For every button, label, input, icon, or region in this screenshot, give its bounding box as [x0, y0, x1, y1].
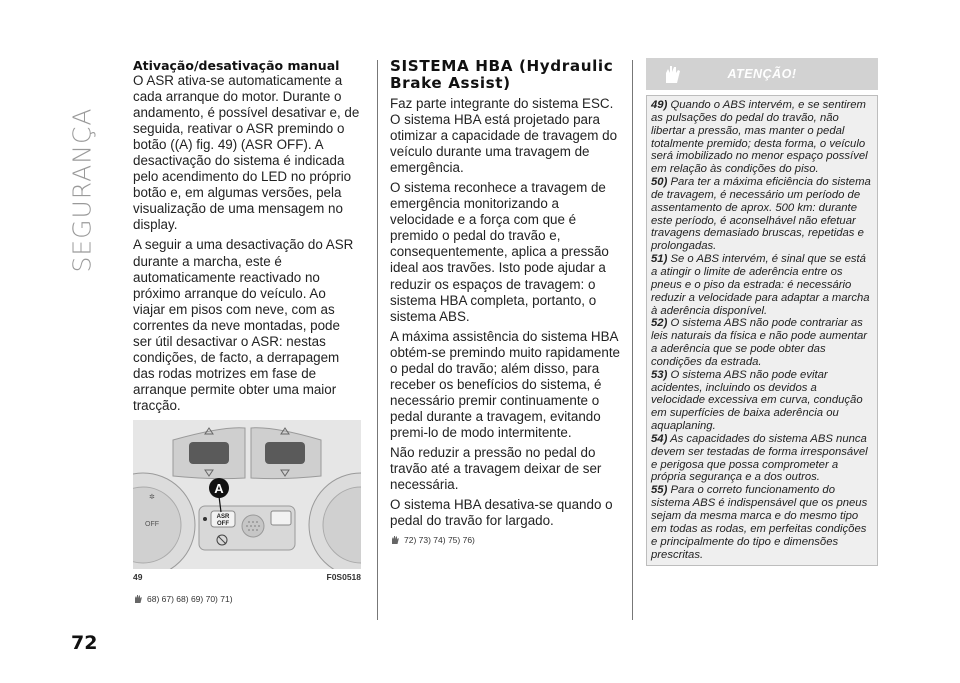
warning-references — [133, 594, 361, 604]
hand-warning-icon — [133, 594, 143, 604]
paragraph: A máxima assistência do sistema HBA obtém-se premindo muito rapidamente o pedal do travão; além disso, para receber os benefícios do sistema, é necessário premir continuamente o pedal durante a travagem, evitando premi-lo de modo intermitente. — [390, 328, 620, 440]
paragraph: A seguir a uma desactivação do ASR durante a marcha, este é automaticamente reactivado no próximo arranque do veículo. Ao viajar em pisos com neve, com as correntes da neve montadas, pode ser útil desactivar o ASR: nestas condições, de facto, a derrapagem das rodas motrizes em fase de arranque permite obter uma maior tracção. — [133, 237, 354, 413]
section-title-hba — [390, 58, 620, 92]
column-divider — [632, 60, 633, 620]
asr-button-label-line2: OFF — [217, 520, 229, 527]
page-number: 72 — [71, 632, 98, 654]
control-panel-illustration — [133, 420, 361, 569]
paragraph: O ASR ativa-se automaticamente a cada arranque do motor. Durante o andamento, é possível desativar e, de seguida, reativar o ASR premindo o botão ((A) fig. 49) (ASR OFF). A desactivação do sistema é indicada pelo acendimento do LED no próprio botão e, em algumas versões, pela visualização de uma mensagem no display. — [133, 73, 360, 233]
warning-title: ATENÇÃO! — [727, 67, 797, 81]
callout-a-label: A — [214, 480, 224, 496]
subheading-manual-toggle: Ativação/desativação manual — [133, 58, 340, 73]
column-asr — [133, 58, 361, 604]
asr-button-label-line1: ASR — [216, 513, 230, 520]
paragraph: O sistema HBA desativa-se quando o pedal do travão for largado. — [390, 497, 613, 529]
warning-item: 49) Quando o ABS intervém, e se sentirem as pulsações do pedal do travão, não libertar a pressão, mas manter o pedal totalmente premido; desta forma, o veículo será imobilizado no menor espaço possível em relação às condições do piso. — [651, 99, 868, 176]
figure-number: 49 — [133, 571, 143, 582]
hand-warning-icon — [390, 535, 400, 545]
reference-numbers: 72) 73) 74) 75) 76) — [404, 535, 475, 546]
figure-control-panel — [133, 420, 361, 569]
figure-caption — [133, 572, 361, 582]
warning-box — [646, 58, 878, 566]
title-line-2: Brake Assist) — [390, 74, 511, 92]
section-side-title: SEGURANÇA — [67, 107, 97, 273]
warning-item: 53) O sistema ABS não pode evitar acidentes, incluindo os devidos a velocidade excessiva em curva, condução em superfícies de baixa aderência ou aquaplaning. — [651, 368, 863, 433]
column-hba — [390, 58, 620, 545]
hand-warning-icon — [662, 64, 684, 84]
warning-item: 54) As capacidades do sistema ABS nunca devem ser testadas de forma irresponsável e perigosa que possa comprometer a própria segurança e a dos outros. — [651, 432, 868, 484]
warning-item: 50) Para ter a máxima eficiência do sistema de travagem, é necessário um período de assentamento de aprox. 500 km: durante este período, é aconselhável não efetuar travagens demasiado bruscas, repetidas e prolongadas. — [651, 176, 871, 253]
paragraph: Não reduzir a pressão no pedal do travão até a travagem deixar de ser necessária. — [390, 444, 602, 493]
reference-numbers: 68) 67) 68) 69) 70) 71) — [147, 593, 233, 604]
warning-item: 51) Se o ABS intervém, é sinal que se está a atingir o limite de aderência entre os pneus e o piso da estrada: é necessário reduzir a velocidade para adaptar a marcha à aderência disponível. — [651, 253, 870, 317]
left-dial-off-label: OFF — [145, 520, 159, 528]
warning-item: 52) O sistema ABS não pode contrariar as leis naturais da física e não pode aumentar a aderência que se pode obter das condições da estrada. — [651, 317, 868, 368]
warning-item: 55) Para o correto funcionamento do sistema ABS é indispensável que os pneus sejam da mesma marca e do mesmo tipo em todas as rodas, em perfeitas condições e principalmente do tipo e dimensões prescritas. — [651, 484, 868, 561]
warning-body — [646, 95, 878, 566]
figure-code: F0S0518 — [326, 571, 361, 582]
paragraph: O sistema reconhece a travagem de emergência monitorizando a velocidade e a força com que é premido o pedal do travão e, consequentemente, aplica a pressão ideal aos travões. Isto pode ajudar a reduzir os espaços de travagem: o sistema HBA completa, portanto, o sistema ABS. — [390, 180, 609, 324]
warning-header — [646, 58, 878, 90]
column-divider — [377, 60, 378, 620]
svg-text:✲: ✲ — [149, 493, 155, 501]
warning-references — [390, 535, 620, 545]
paragraph: Faz parte integrante do sistema ESC. O sistema HBA está projetado para otimizar a capacidade de travagem do veículo durante uma travagem de emergência. — [390, 96, 618, 176]
title-line-1: SISTEMA HBA (Hydraulic — [390, 57, 614, 75]
